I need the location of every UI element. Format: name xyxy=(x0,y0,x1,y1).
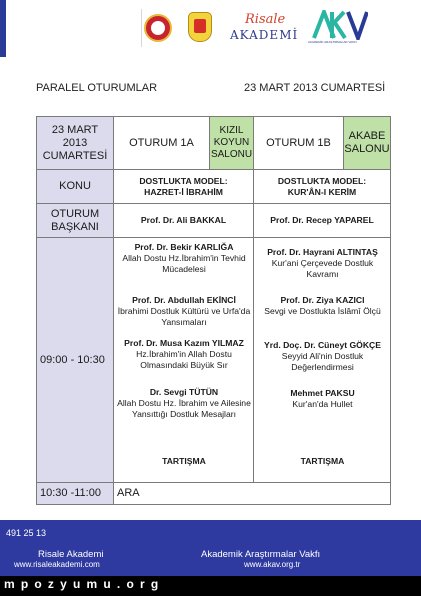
date-line-3: CUMARTESİ xyxy=(42,149,108,162)
session-a-cell xyxy=(113,116,210,170)
hall-a-label: KIZIL KOYUN SALONU xyxy=(210,125,253,160)
talk-b-4 xyxy=(256,388,389,410)
talk-b-1-title: Kur'ani Çerçevede Dostluk Kavramı xyxy=(271,258,374,279)
talk-b-1 xyxy=(256,247,389,280)
akav-logo-icon xyxy=(312,10,368,40)
topic-label: KONU xyxy=(59,180,91,192)
time-break-label: 10:30 -11:00 xyxy=(40,487,101,499)
talk-a-3-title: Hz.İbrahim'in Allah Dostu Olmasındaki Büyük Sır xyxy=(136,349,232,370)
session-b-label: OTURUM 1B xyxy=(266,136,331,149)
talk-a-4-speaker: Dr. Sevgi TÜTÜN xyxy=(149,387,219,397)
talk-b-2 xyxy=(256,295,389,317)
break-cell xyxy=(113,482,391,505)
talk-b-4-speaker: Mehmet PAKSU xyxy=(290,388,355,398)
chair-label-cell xyxy=(36,203,114,238)
footer-url-right[interactable]: www.akav.org.tr xyxy=(244,560,301,569)
talk-a-4-title: Allah Dostu Hz. İbrahim ve Ailesine Yansıttığı Dostluk Mesajları xyxy=(117,398,251,419)
talk-a-2 xyxy=(116,295,252,328)
talk-a-2-speaker: Prof. Dr. Abdullah EKİNCİ xyxy=(132,295,236,305)
date-line-2: 2013 xyxy=(62,136,88,149)
footer-phone: 491 25 13 xyxy=(6,528,47,538)
time-main-cell xyxy=(36,237,114,483)
session-b-cell xyxy=(253,116,344,170)
municipality-seal-icon xyxy=(144,14,172,42)
topic-b-cell xyxy=(253,169,391,204)
hall-a-cell xyxy=(209,116,254,170)
chair-b-cell xyxy=(253,203,391,238)
topic-a-cell xyxy=(113,169,254,204)
talk-b-3-speaker: Yrd. Doç. Dr. Cüneyt GÖKÇE xyxy=(264,340,381,350)
discussion-b: TARTIŞMA xyxy=(300,456,345,466)
chair-b-name: Prof. Dr. Recep YAPAREL xyxy=(270,215,374,225)
discussion-a: TARTIŞMA xyxy=(162,456,206,466)
chair-a-name: Prof. Dr. Ali BAKKAL xyxy=(140,215,227,225)
talk-a-2-title: İbrahimi Dostluk Kültürü ve Urfa'da Yansımaları xyxy=(117,306,251,327)
city-crest-icon xyxy=(188,12,212,42)
topic-b-text: DOSTLUKTA MODEL: KUR'ÂN-I KERİM xyxy=(277,175,367,197)
talk-b-4-title: Kur'an'da Hullet xyxy=(292,399,353,409)
talk-a-4 xyxy=(116,387,252,420)
talk-b-3-title: Seyyid Ali'nin Dostluk Değerlendirmesi xyxy=(281,351,364,372)
talk-a-3 xyxy=(116,338,252,371)
chair-a-cell xyxy=(113,203,254,238)
talk-a-1 xyxy=(116,242,252,275)
hall-b-label: AKABE SALONU xyxy=(344,130,390,155)
talk-a-3-speaker: Prof. Dr. Musa Kazım YILMAZ xyxy=(124,338,244,348)
footer-org-right: Akademik Araştırmalar Vakfı xyxy=(201,549,321,560)
risale-logo-script: Risale xyxy=(245,12,286,27)
page-title: PARALEL OTURUMLAR xyxy=(36,82,158,94)
session-a-label: OTURUM 1A xyxy=(129,136,194,149)
break-label: ARA xyxy=(117,487,140,499)
footer-org-left: Risale Akademi xyxy=(38,549,104,560)
date-line-1: 23 MART xyxy=(51,123,99,136)
footer-url-left[interactable]: www.risaleakademi.com xyxy=(14,560,100,569)
chair-label: OTURUM BAŞKANI xyxy=(50,207,100,233)
talk-b-2-speaker: Prof. Dr. Ziya KAZICI xyxy=(280,295,365,305)
talk-b-2-title: Sevgi ve Dostlukta İslâmî Ölçü xyxy=(264,306,381,316)
header-edge xyxy=(0,0,6,57)
akademi-logo-word: AKADEMİ xyxy=(230,28,299,42)
time-break-cell xyxy=(36,482,114,505)
page-date: 23 MART 2013 CUMARTESİ xyxy=(244,82,386,94)
talk-a-1-speaker: Prof. Dr. Bekir KARLIĞA xyxy=(134,242,234,252)
topic-a-text: DOSTLUKTA MODEL: HAZRET-İ İBRAHİM xyxy=(139,175,228,197)
footer-site[interactable]: mpozyumu.org xyxy=(4,577,165,591)
hall-b-cell xyxy=(343,116,391,170)
logo-header xyxy=(0,0,421,57)
topic-label-cell xyxy=(36,169,114,204)
talk-b-1-speaker: Prof. Dr. Hayrani ALTINTAŞ xyxy=(267,247,378,257)
akav-caption: AKADEMİK ARAŞTIRMALAR VAKFI xyxy=(308,40,357,44)
talk-b-3 xyxy=(256,340,389,373)
date-cell xyxy=(36,116,114,170)
talk-a-1-title: Allah Dostu Hz.İbrahim'in Tevhid Mücadelesi xyxy=(122,253,246,274)
time-main-label: 09:00 - 10:30 xyxy=(40,353,105,366)
